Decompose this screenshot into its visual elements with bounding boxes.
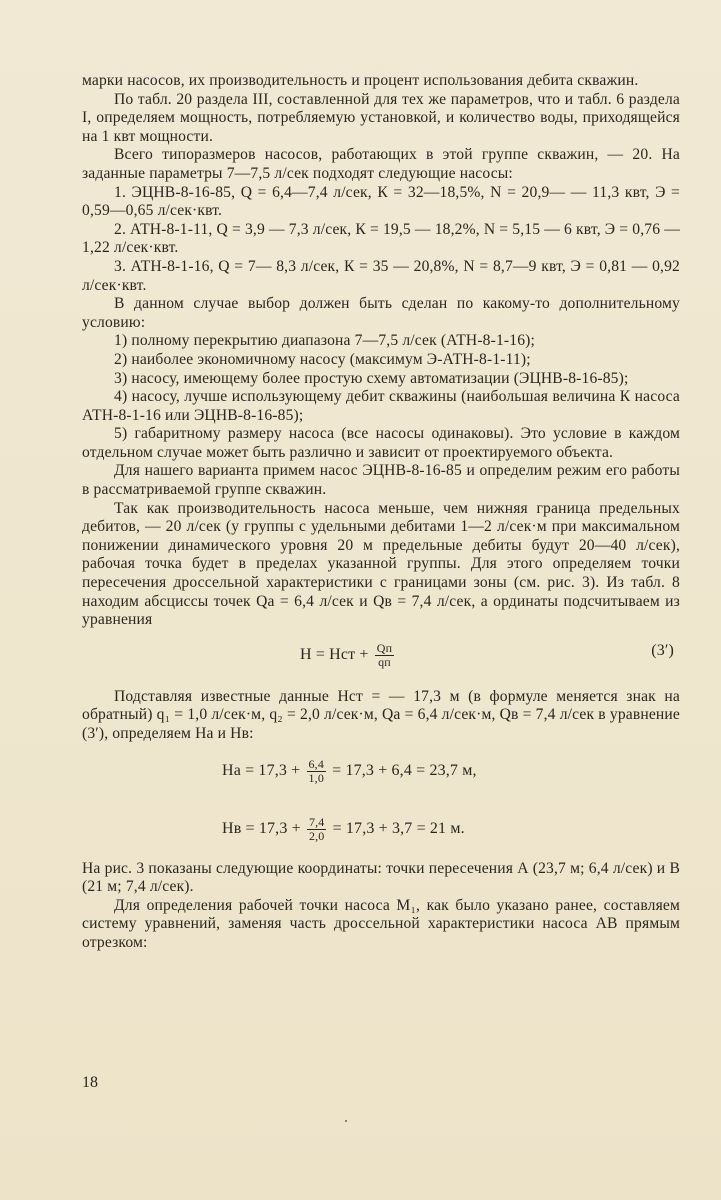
condition-1: 1) полному перекрытию диапазона 7—7,5 л/сек (АТН-8-1-16); bbox=[114, 332, 535, 350]
paragraph: Для определения рабочей точки насоса М₁, как было указано ранее, составляем систему уравнений, заменяя часть дроссельной характеристики насоса АВ прямым отрезком: bbox=[82, 896, 680, 951]
formula-lhs: H = Hст + bbox=[300, 645, 369, 663]
paragraph: В данном случае выбор должен быть сделан по какому-то дополнительному условию: bbox=[82, 295, 680, 331]
condition-5: 5) габаритному размеру насоса (все насосы одинаковы). Это условие в каждом отдельном случае может быть различно и зависит от проектируемого объекта. bbox=[82, 425, 680, 461]
paragraph: марки насосов, их производительность и процент использования дебита скважин. bbox=[82, 72, 639, 89]
formula-3-prime bbox=[82, 630, 680, 688]
equation-fraction bbox=[307, 758, 326, 785]
pump-item-1: 1. ЭЦНВ-8-16-85, Q = 6,4—7,4 л/сек, К = 32—18,5%, N = 20,9— — 11,3 квт, Э = 0,59—0,65 л/сек·квт. bbox=[82, 183, 680, 220]
paragraph: На рис. 3 показаны следующие координаты: точки пересечения А (23,7 м; 6,4 л/сек) и В (21 м; 7,4 л/сек). bbox=[82, 859, 680, 896]
equation-hb bbox=[82, 802, 680, 860]
fraction-denominator: 1,0 bbox=[308, 770, 324, 785]
print-speck bbox=[345, 1120, 347, 1122]
fraction-numerator: Qп bbox=[376, 640, 393, 655]
equation-rhs: = 17,3 + 6,4 = 23,7 м, bbox=[332, 761, 477, 779]
equation-rhs: = 17,3 + 3,7 = 21 м. bbox=[332, 819, 465, 837]
equation-fraction bbox=[307, 816, 326, 843]
page-body bbox=[82, 72, 680, 953]
paragraph: Для нашего варианта примем насос ЭЦНВ-8-16-85 и определим режим его работы в рассматриваемой группе скважин. bbox=[82, 462, 680, 499]
equation-lhs: Hв = 17,3 + bbox=[222, 819, 301, 837]
equation-lhs: Hа = 17,3 + bbox=[222, 761, 301, 779]
fraction-numerator: 6,4 bbox=[308, 756, 324, 771]
page-number: 18 bbox=[82, 1074, 98, 1091]
fraction-denominator: qп bbox=[378, 654, 391, 669]
paragraph: Подставляя известные данные Hст = — 17,3 м (в формуле меняется знак на обратный) q₁ = 1,0 л/сек·м, q₂ = 2,0 л/сек·м, Qа = 6,4 л/сек·м, Qв = 7,4 л/сек в уравнение (3′), определяем Hа и Hв: bbox=[82, 687, 680, 742]
pump-item-2: 2. АТН-8-1-11, Q = 3,9 — 7,3 л/сек, К = 19,5 — 18,2%, N = 5,15 — 6 квт, Э = 0,76 — 1,22 л/сек·квт. bbox=[82, 220, 680, 257]
fraction-denominator: 2,0 bbox=[308, 828, 325, 843]
condition-4: 4) насосу, лучше использующему дебит скважины (наибольшая величина К насоса АТН-8-1-16 или ЭЦНВ-8-16-85); bbox=[82, 388, 680, 424]
formula-number: (3′) bbox=[651, 641, 674, 659]
paragraph: Так как производительность насоса меньше, чем нижняя граница предельных дебитов, — 20 л/сек (у группы с удельными дебитами 1—2 л/сек·м при максимальном понижении динамического уровня 20 м предельные дебиты будут 20—40 л/сек), рабочая точка будет в пределах указанной группы. Для этого определяем точки пересечения дроссельной характеристики с границами зоны (см. рис. 3). Из табл. 8 находим абсциссы точек Qа = 6,4 л/сек и Qв = 7,4 л/сек, а ординаты подсчитываем из уравнения bbox=[82, 499, 680, 629]
formula-expression bbox=[300, 642, 396, 669]
condition-3: 3) насосу, имеющему более простую схему автоматизации (ЭЦНВ-8-16-85); bbox=[114, 369, 629, 387]
equation-ha bbox=[82, 744, 680, 802]
fraction-numerator: 7,4 bbox=[308, 814, 325, 829]
paragraph: По табл. 20 раздела III, составленной для тех же параметров, что и табл. 6 раздела I, определяем мощность, потребляемую установкой, и количество воды, приходящейся на 1 квт мощности. bbox=[82, 90, 680, 145]
pump-item-3: 3. АТН-8-1-16, Q = 7— 8,3 л/сек, К = 35 — 20,8%, N = 8,7—9 квт, Э = 0,81 — 0,92 л/сек·квт. bbox=[82, 257, 680, 294]
formula-fraction bbox=[375, 642, 394, 669]
paragraph: Всего типоразмеров насосов, работающих в этой группе скважин, — 20. На заданные параметры 7—7,5 л/сек подходят следующие насосы: bbox=[82, 146, 680, 182]
condition-2: 2) наиболее экономичному насосу (максимум Э-АТН-8-1-11); bbox=[114, 350, 531, 368]
